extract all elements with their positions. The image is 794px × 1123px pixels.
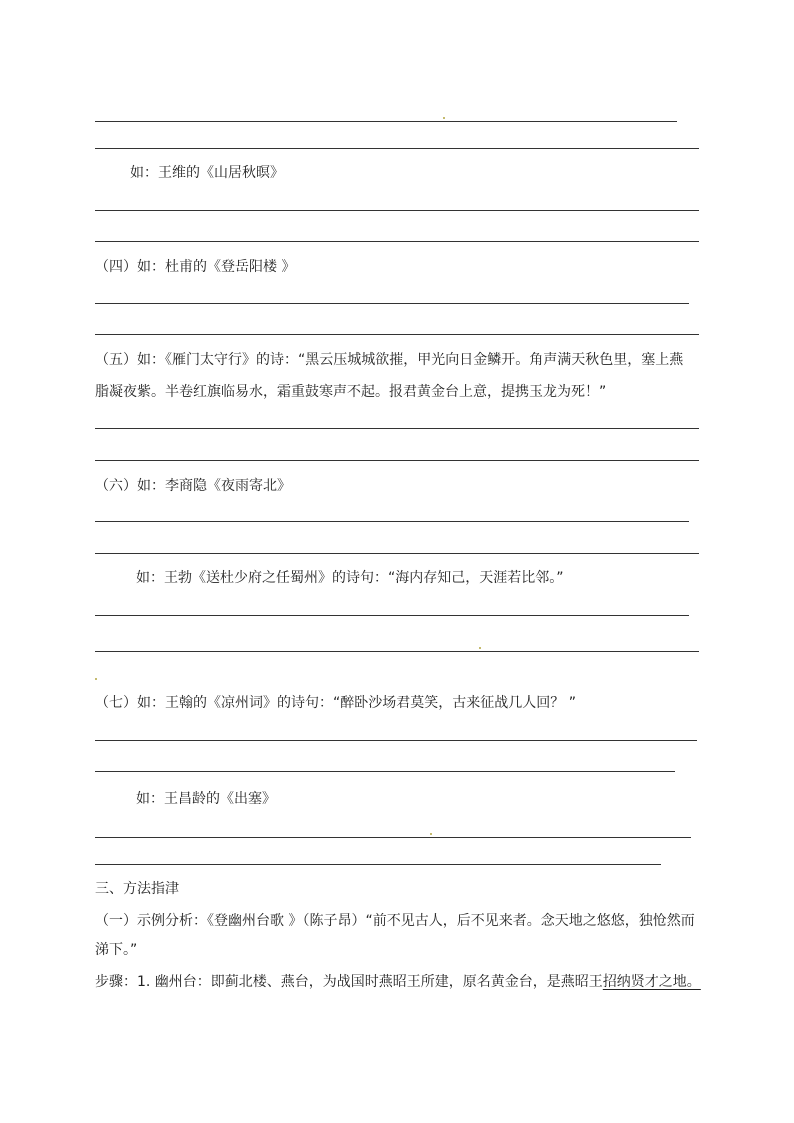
answer-line xyxy=(95,740,697,741)
scan-speck xyxy=(430,833,432,835)
answer-line xyxy=(95,303,689,304)
scan-speck xyxy=(95,678,97,680)
answer-line xyxy=(95,864,661,865)
item-s7: （七）如：王翰的《凉州词》的诗句：“醉卧沙场君莫笑，古来征战几人回？ ” xyxy=(95,695,576,711)
scan-speck xyxy=(443,117,445,119)
item-s4: （四）如：杜甫的《登岳阳楼 》 xyxy=(95,259,296,275)
example-line-2: 涕下。” xyxy=(95,942,138,958)
step-line xyxy=(95,972,701,992)
answer-line xyxy=(95,334,699,335)
answer-line xyxy=(95,428,699,429)
answer-line xyxy=(95,241,699,242)
step-text: 步骤：1. 幽州台：即蓟北楼、燕台，为战国时燕昭王所建，原名黄金台，是燕昭王 xyxy=(95,974,603,990)
item-s6: （六）如：李商隐《夜雨寄北》 xyxy=(95,478,291,494)
answer-line xyxy=(95,771,675,772)
item-wangbo: 如：王勃《送杜少府之任蜀州》的诗句：“海内存知己，天涯若比邻。” xyxy=(136,570,564,586)
item-wangchangling: 如：王昌龄的《出塞》 xyxy=(136,791,276,807)
answer-line xyxy=(95,651,699,652)
scan-speck xyxy=(479,647,481,649)
example-line-1: （一）示例分析：《登幽州台歌 》（陈子昂）“前不见古人，后不见来者。念天地之悠悠，独怆然而 xyxy=(95,913,695,929)
answer-line xyxy=(95,210,699,211)
answer-line xyxy=(95,615,689,616)
item-s5-line1: （五）如：《雁门太守行》的诗：“黑云压城城欲摧，甲光向日金鳞开。角声满天秋色里，塞上燕 xyxy=(95,352,684,368)
section-heading: 三、方法指津 xyxy=(95,881,179,897)
item-s5-line2: 脂凝夜紫。半卷红旗临易水，霜重鼓寒声不起。报君黄金台上意，提携玉龙为死！” xyxy=(95,384,607,400)
answer-line xyxy=(95,460,699,461)
step-underlined-text: 招纳贤才之地。 xyxy=(602,974,701,990)
answer-line xyxy=(95,148,699,149)
answer-line xyxy=(95,121,677,122)
answer-line xyxy=(95,553,699,554)
item-wangwei: 如：王维的《山居秋暝》 xyxy=(130,165,284,181)
answer-line xyxy=(95,521,689,522)
answer-line xyxy=(95,837,691,838)
